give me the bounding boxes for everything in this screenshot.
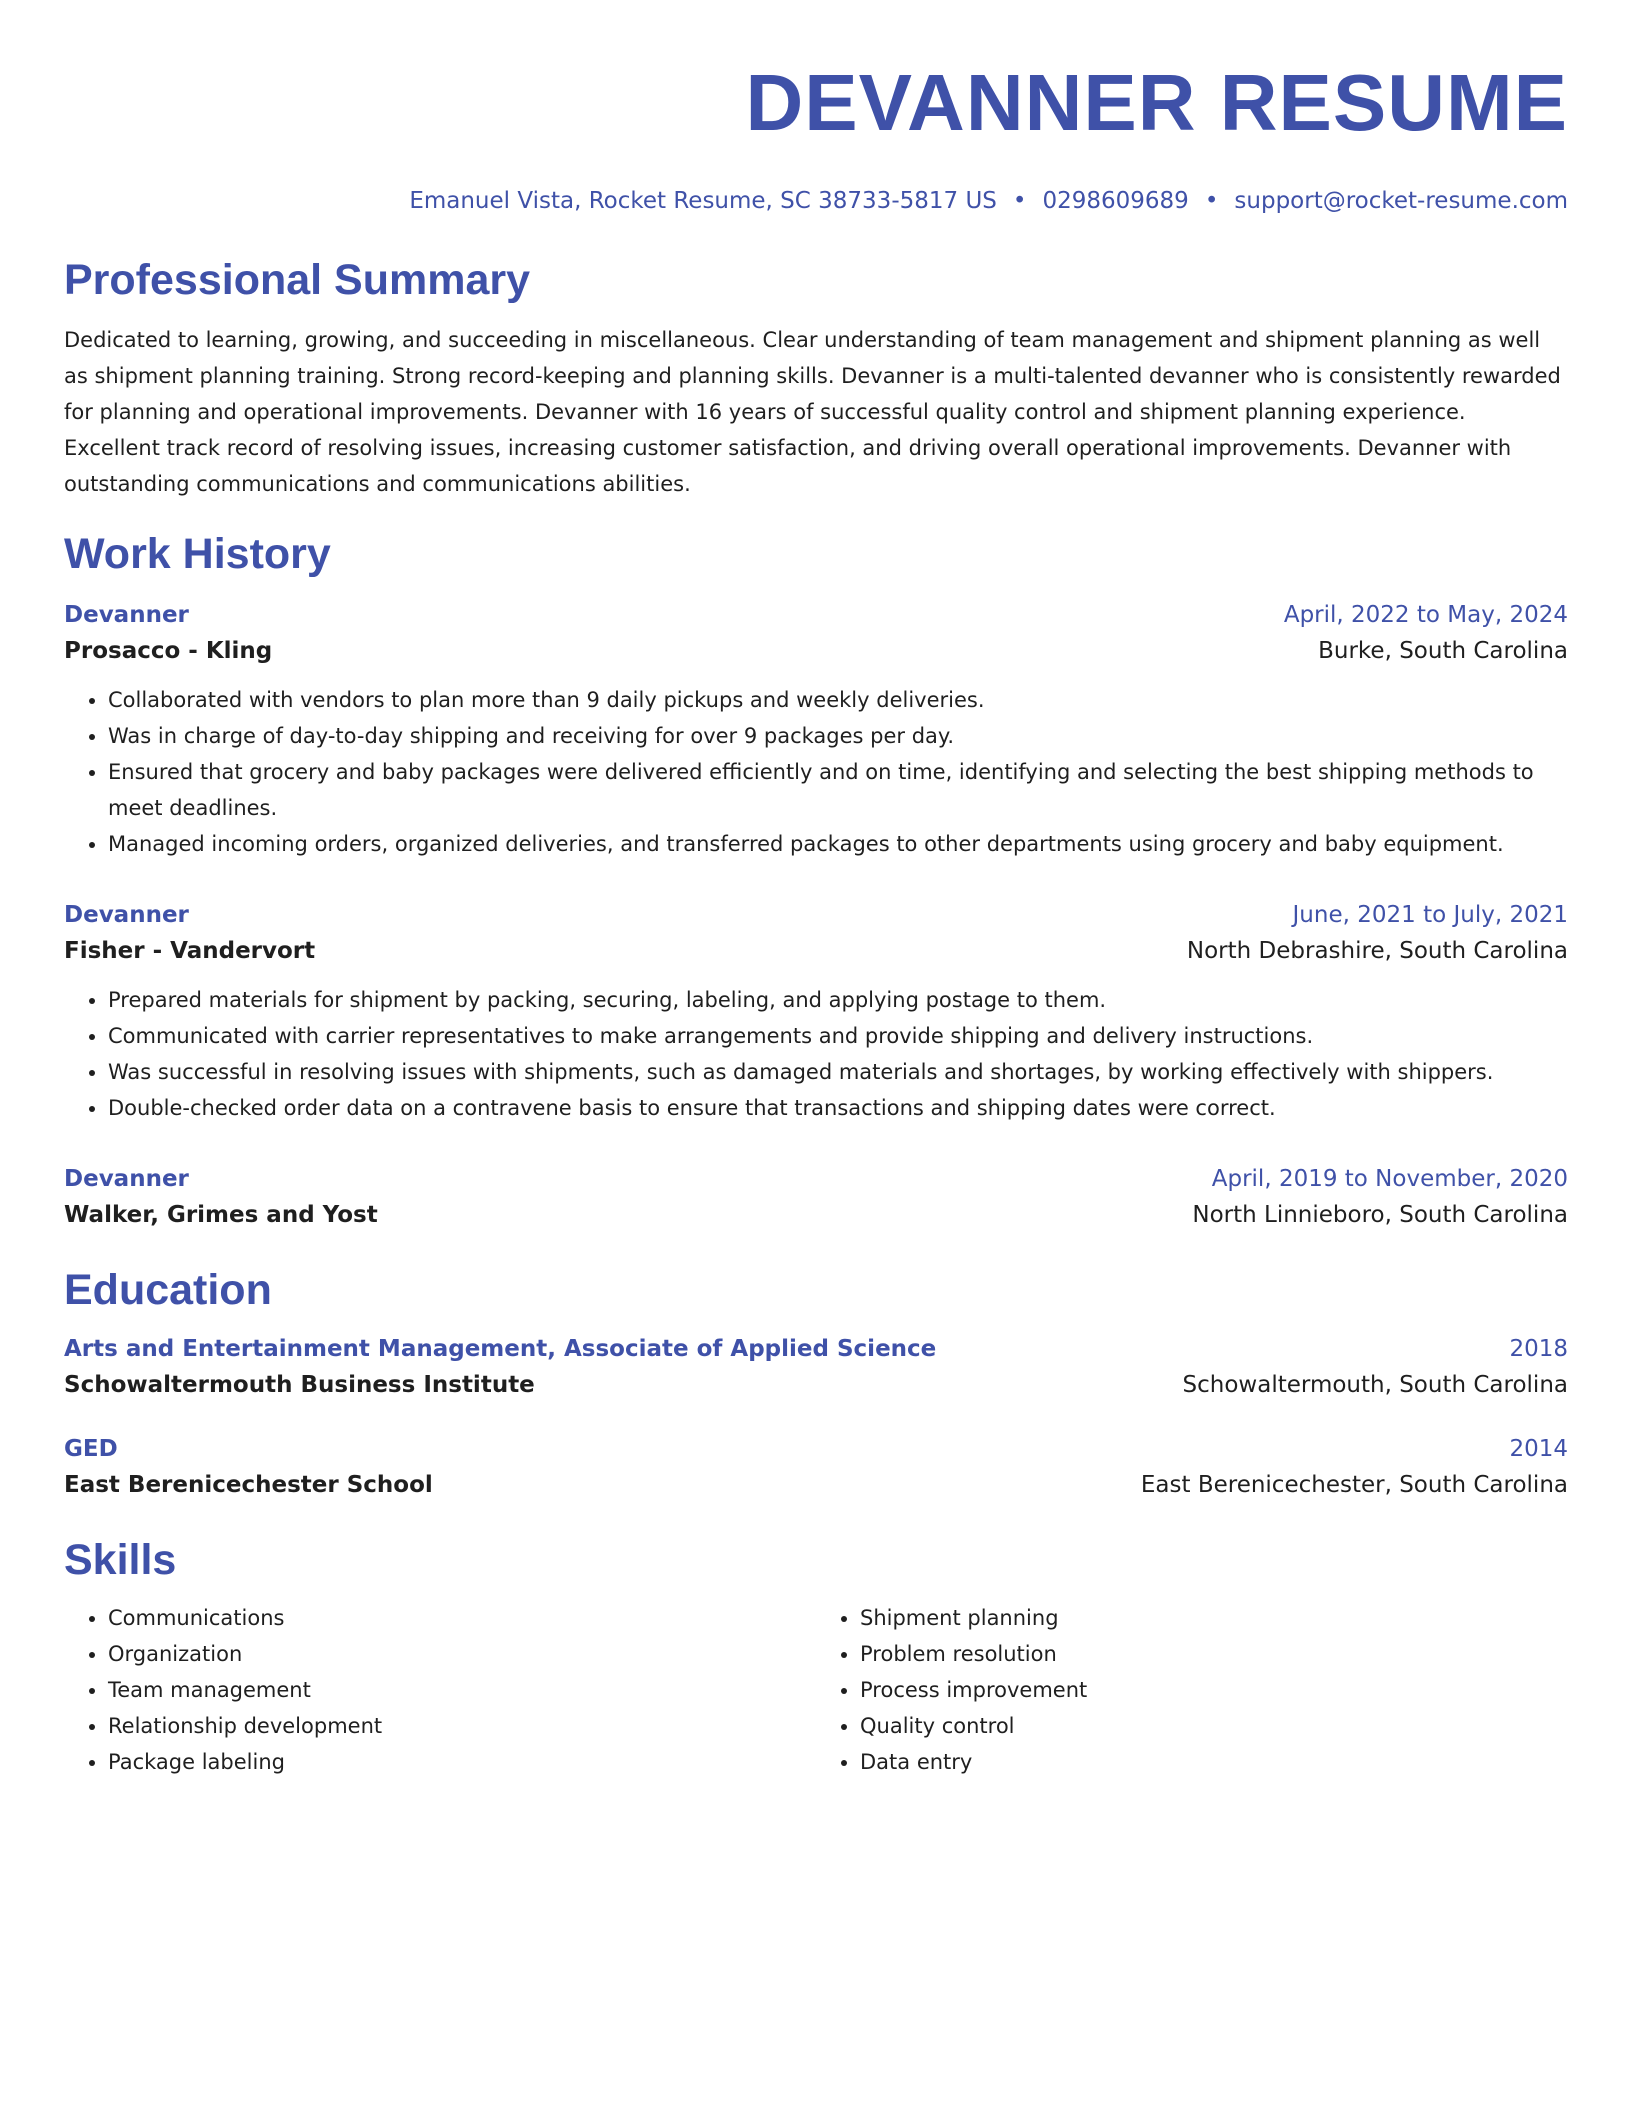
skills-column-left xyxy=(64,1600,816,1780)
job-bullet: • Double-checked order data on a contravene basis to ensure that transactions and shipping dates were correct. xyxy=(108,1090,1568,1126)
job-role: Devanner xyxy=(64,602,189,628)
job-bullet: • Managed incoming orders, organized deliveries, and transferred packages to other departments using grocery and baby equipment. xyxy=(108,826,1568,862)
job-dates: June, 2021 to July, 2021 xyxy=(1292,902,1568,928)
job-bullets xyxy=(64,982,1568,1126)
contact-email: support@rocket-resume.com xyxy=(1234,188,1568,214)
education-school: East Berenicechester School xyxy=(64,1472,433,1498)
education-degree: GED xyxy=(64,1436,118,1462)
skills-heading: Skills xyxy=(64,1536,177,1584)
skills-column-right xyxy=(816,1600,1568,1780)
education-entry xyxy=(64,1432,1568,1504)
education-entry xyxy=(64,1332,1568,1404)
skill-item: • Problem resolution xyxy=(860,1636,1568,1672)
job-bullet: • Collaborated with vendors to plan more than 9 daily pickups and weekly deliveries. xyxy=(108,682,1568,718)
job-bullet: • Ensured that grocery and baby packages were delivered efficiently and on time, identifying and selecting the best shipping methods to meet deadlines. xyxy=(108,754,1568,826)
job-location: North Debrashire, South Carolina xyxy=(1186,938,1568,964)
skill-item: • Communications xyxy=(108,1600,816,1636)
job-dates: April, 2022 to May, 2024 xyxy=(1283,602,1568,628)
job-location: North Linnieboro, South Carolina xyxy=(1192,1202,1568,1228)
skills-list xyxy=(64,1600,1568,1780)
job-bullet: • Prepared materials for shipment by packing, securing, labeling, and applying postage to them. xyxy=(108,982,1568,1018)
job-employer: Walker, Grimes and Yost xyxy=(64,1202,378,1228)
job-role: Devanner xyxy=(64,1166,189,1192)
job-bullets xyxy=(64,682,1568,862)
contact-separator: • xyxy=(1012,188,1027,214)
skill-item: • Organization xyxy=(108,1636,816,1672)
skill-item: • Team management xyxy=(108,1672,816,1708)
contact-separator: • xyxy=(1204,188,1219,214)
work-entry xyxy=(64,598,1568,862)
job-employer: Prosacco - Kling xyxy=(64,638,273,664)
skill-item: • Quality control xyxy=(860,1708,1568,1744)
education-year: 2014 xyxy=(1509,1436,1568,1462)
skill-item: • Data entry xyxy=(860,1744,1568,1780)
education-degree: Arts and Entertainment Management, Associate of Applied Science xyxy=(64,1336,937,1362)
job-role: Devanner xyxy=(64,902,189,928)
education-year: 2018 xyxy=(1509,1336,1568,1362)
skill-item: • Shipment planning xyxy=(860,1600,1568,1636)
skill-item: • Relationship development xyxy=(108,1708,816,1744)
resume-page xyxy=(64,48,1568,1780)
job-location: Burke, South Carolina xyxy=(1318,638,1568,664)
job-bullet: • Was in charge of day-to-day shipping and receiving for over 9 packages per day. xyxy=(108,718,1568,754)
education-location: East Berenicechester, South Carolina xyxy=(1140,1472,1568,1498)
job-bullet: • Communicated with carrier representatives to make arrangements and provide shipping and delivery instructions. xyxy=(108,1018,1568,1054)
skill-item: • Package labeling xyxy=(108,1744,816,1780)
job-bullet: • Was successful in resolving issues with shipments, such as damaged materials and shortages, by working effectively with shippers. xyxy=(108,1054,1568,1090)
contact-phone: 0298609689 xyxy=(1042,188,1189,214)
work-entry xyxy=(64,898,1568,1126)
job-employer: Fisher - Vandervort xyxy=(64,938,316,964)
work-history-heading: Work History xyxy=(64,530,331,578)
job-dates: April, 2019 to November, 2020 xyxy=(1211,1166,1568,1192)
resume-title: DEVANNER RESUME xyxy=(745,58,1568,147)
contact-address: Emanuel Vista, Rocket Resume, SC 38733-5817 US xyxy=(409,188,997,214)
skill-item: • Process improvement xyxy=(860,1672,1568,1708)
education-heading: Education xyxy=(64,1266,272,1314)
work-entry xyxy=(64,1162,1568,1234)
education-location: Schowaltermouth, South Carolina xyxy=(1182,1372,1568,1398)
summary-heading: Professional Summary xyxy=(64,256,531,304)
education-school: Schowaltermouth Business Institute xyxy=(64,1372,535,1398)
contact-line xyxy=(64,186,1568,216)
summary-text: Dedicated to learning, growing, and succeeding in miscellaneous. Clear understanding of team management and shipment planning as well as shipment planning training. Strong record-keeping and planning skills. Devanner is a multi-talented devanner who is consistently rewarded for planning and operational improvements. Devanner with 16 years of successful quality control and shipment planning experience. Excellent track record of resolving issues, increasing customer satisfaction, and driving overall operational improvements. Devanner with outstanding communications and communications abilities. xyxy=(64,328,1561,496)
